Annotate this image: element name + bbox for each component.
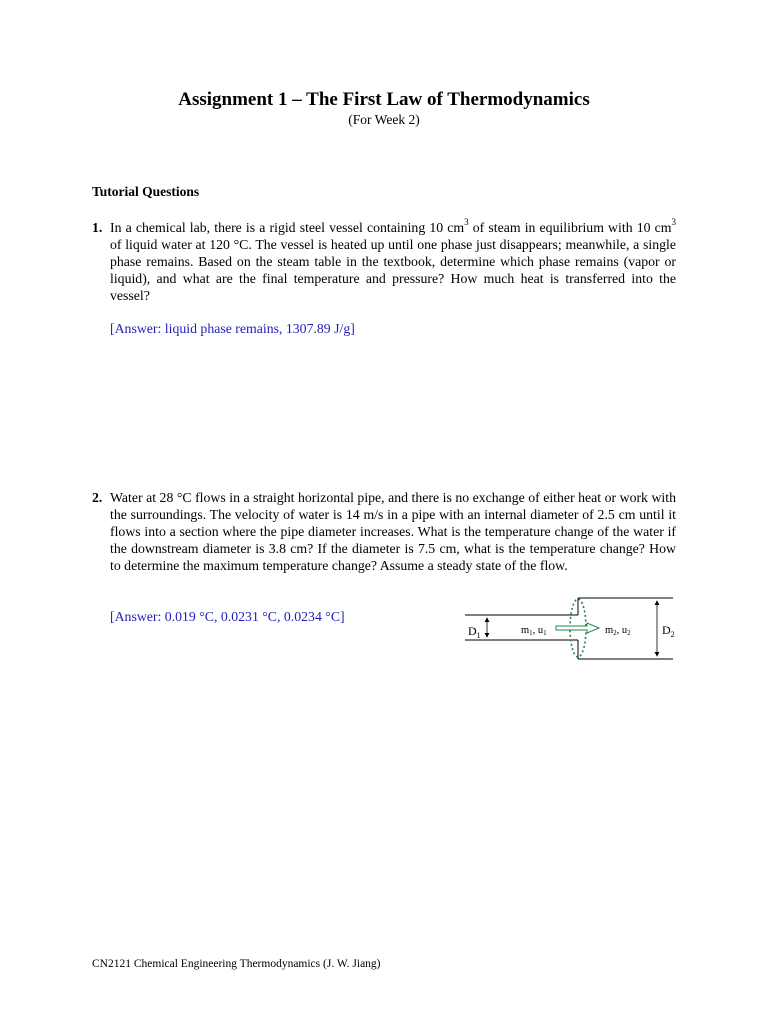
answer-1: [Answer: liquid phase remains, 1307.89 J/g] xyxy=(110,321,355,336)
answer-2: [Answer: 0.019 °C, 0.0231 °C, 0.0234 °C] xyxy=(110,609,345,624)
question-text: Water at 28 °C flows in a straight horizontal pipe, and there is no exchange of either heat or work with the surroundings. The velocity of water is 14 m/s in a pipe with an internal diameter of 2.5 cm until it flows into a section where the pipe diameter increases. What is the temperature change of the water if the downstream diameter is 3.8 cm? If the diameter is 7.5 cm, what is the temperature change? How to determine the maximum temperature change? Assume a steady state of the flow. xyxy=(110,490,676,574)
section-heading: Tutorial Questions xyxy=(92,184,200,199)
question-number: 1. xyxy=(92,220,103,235)
question-text: In a chemical lab, there is a rigid steel vessel containing 10 $cm^3$ of steam in equilibrium with 10 $cm^3$ of liquid water at 120 °C. The vessel is heated up until one phase just disappears; meanwhile, a single phase remains. Based on the steam table in the textbook, determine which phase remains (vapor or liquid), and what are the final temperature and pressure? How much heat is transferred into the vessel? xyxy=(110,217,676,304)
flow-arrow-icon xyxy=(556,623,599,633)
d1-label: $D_1$ xyxy=(468,624,481,640)
d2-label: $D_2$ xyxy=(662,623,675,639)
question-2 xyxy=(92,489,676,574)
page-title: Assignment 1 – The First Law of Thermodynamics xyxy=(178,89,590,110)
inlet-label: m1, u1 xyxy=(521,625,547,637)
pipe-diagram xyxy=(455,592,695,664)
page-footer: CN2121 Chemical Engineering Thermodynamics (J. W. Jiang) xyxy=(92,958,381,970)
outlet-label: m2, u2 xyxy=(605,625,631,637)
page-subtitle: (For Week 2) xyxy=(348,112,420,127)
question-number: 2. xyxy=(92,490,103,505)
question-1 xyxy=(92,219,676,304)
